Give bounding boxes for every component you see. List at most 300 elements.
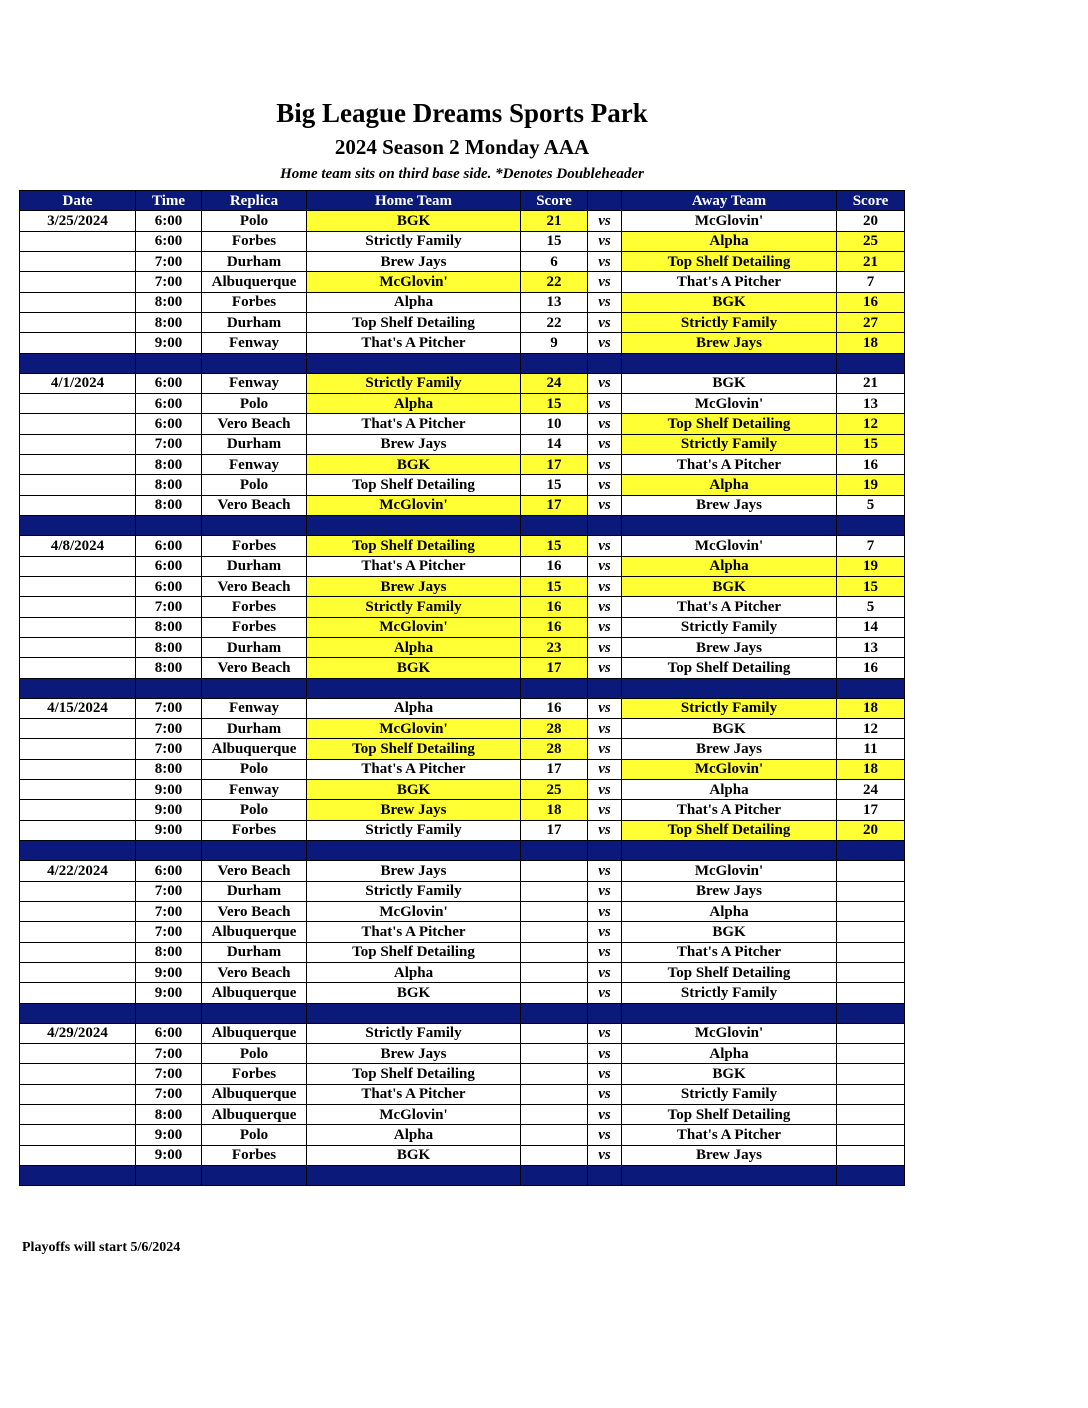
away-team: BGK: [622, 1064, 837, 1084]
page-title: Big League Dreams Sports Park: [276, 98, 648, 128]
vs-label: vs: [588, 901, 622, 921]
game-row: [20, 556, 905, 576]
game-date: [20, 434, 136, 454]
game-date: 4/8/2024: [20, 536, 136, 556]
game-replica: Durham: [202, 637, 307, 657]
home-score: 17: [521, 658, 588, 678]
home-team: That's A Pitcher: [307, 414, 521, 434]
separator-cell: [202, 1166, 307, 1186]
game-row: [20, 231, 905, 251]
game-row: [20, 536, 905, 556]
home-team: That's A Pitcher: [307, 333, 521, 353]
game-replica: Polo: [202, 211, 307, 231]
game-date: [20, 719, 136, 739]
separator-cell: [307, 516, 521, 536]
week-separator: [20, 678, 905, 698]
game-row: [20, 1125, 905, 1145]
away-team: Brew Jays: [622, 881, 837, 901]
game-time: 8:00: [136, 637, 202, 657]
playoffs-note: Playoffs will start 5/6/2024: [22, 1240, 181, 1255]
away-score: 18: [837, 333, 905, 353]
vs-label: vs: [588, 617, 622, 637]
home-score: [521, 881, 588, 901]
separator-cell: [521, 353, 588, 373]
home-team: BGK: [307, 1145, 521, 1165]
game-time: 8:00: [136, 1105, 202, 1125]
away-score: 17: [837, 800, 905, 820]
away-team: Strictly Family: [622, 617, 837, 637]
game-date: [20, 1044, 136, 1064]
separator-cell: [521, 678, 588, 698]
game-row: [20, 617, 905, 637]
home-team-note: Home team sits on third base side. *Denotes Doubleheader: [280, 166, 644, 182]
home-score: 15: [521, 576, 588, 596]
away-team: Brew Jays: [622, 333, 837, 353]
game-time: 8:00: [136, 942, 202, 962]
home-score: [521, 1125, 588, 1145]
game-time: 8:00: [136, 475, 202, 495]
away-team: BGK: [622, 719, 837, 739]
separator-cell: [136, 353, 202, 373]
game-row: [20, 780, 905, 800]
home-team: McGlovin': [307, 1105, 521, 1125]
game-time: 7:00: [136, 251, 202, 271]
home-score: 16: [521, 617, 588, 637]
separator-cell: [202, 353, 307, 373]
col-away-score: Score: [837, 191, 905, 211]
home-team: That's A Pitcher: [307, 1084, 521, 1104]
game-row: [20, 719, 905, 739]
vs-label: vs: [588, 698, 622, 718]
away-score: 25: [837, 231, 905, 251]
game-date: [20, 292, 136, 312]
col-away-team: Away Team: [622, 191, 837, 211]
away-team: McGlovin': [622, 759, 837, 779]
game-replica: Albuquerque: [202, 739, 307, 759]
home-score: 16: [521, 698, 588, 718]
game-row: [20, 922, 905, 942]
vs-label: vs: [588, 1044, 622, 1064]
game-replica: Forbes: [202, 292, 307, 312]
separator-cell: [588, 841, 622, 861]
game-row: [20, 1145, 905, 1165]
game-date: [20, 881, 136, 901]
separator-cell: [588, 353, 622, 373]
separator-cell: [136, 1003, 202, 1023]
vs-label: vs: [588, 1023, 622, 1043]
game-date: [20, 1125, 136, 1145]
separator-cell: [521, 841, 588, 861]
game-row: [20, 312, 905, 332]
vs-label: vs: [588, 658, 622, 678]
away-team: BGK: [622, 292, 837, 312]
home-team: Top Shelf Detailing: [307, 536, 521, 556]
vs-label: vs: [588, 759, 622, 779]
home-team: Top Shelf Detailing: [307, 739, 521, 759]
game-row: [20, 881, 905, 901]
home-score: [521, 1145, 588, 1165]
game-time: 9:00: [136, 962, 202, 982]
game-row: [20, 272, 905, 292]
home-team: Top Shelf Detailing: [307, 1064, 521, 1084]
separator-cell: [622, 516, 837, 536]
home-team: Strictly Family: [307, 820, 521, 840]
game-date: [20, 780, 136, 800]
away-score: 12: [837, 719, 905, 739]
away-team: Top Shelf Detailing: [622, 962, 837, 982]
separator-cell: [837, 841, 905, 861]
game-row: [20, 658, 905, 678]
separator-cell: [20, 678, 136, 698]
game-row: [20, 942, 905, 962]
away-score: [837, 881, 905, 901]
home-team: Top Shelf Detailing: [307, 475, 521, 495]
vs-label: vs: [588, 637, 622, 657]
home-score: [521, 901, 588, 921]
game-replica: Vero Beach: [202, 495, 307, 515]
game-row: [20, 211, 905, 231]
home-score: 17: [521, 820, 588, 840]
game-date: [20, 1064, 136, 1084]
game-time: 7:00: [136, 922, 202, 942]
game-row: [20, 455, 905, 475]
away-team: Top Shelf Detailing: [622, 251, 837, 271]
vs-label: vs: [588, 455, 622, 475]
away-team: Brew Jays: [622, 495, 837, 515]
game-replica: Vero Beach: [202, 576, 307, 596]
vs-label: vs: [588, 780, 622, 800]
separator-cell: [588, 1003, 622, 1023]
game-time: 6:00: [136, 211, 202, 231]
vs-label: vs: [588, 881, 622, 901]
home-score: 17: [521, 759, 588, 779]
vs-label: vs: [588, 231, 622, 251]
away-score: [837, 942, 905, 962]
home-score: 15: [521, 475, 588, 495]
away-score: [837, 1023, 905, 1043]
away-score: [837, 1084, 905, 1104]
vs-label: vs: [588, 1105, 622, 1125]
game-time: 6:00: [136, 556, 202, 576]
home-score: [521, 1023, 588, 1043]
separator-cell: [20, 841, 136, 861]
game-replica: Forbes: [202, 1064, 307, 1084]
game-time: 6:00: [136, 414, 202, 434]
game-date: [20, 1105, 136, 1125]
game-replica: Albuquerque: [202, 1105, 307, 1125]
game-row: [20, 475, 905, 495]
home-score: 28: [521, 739, 588, 759]
separator-cell: [202, 516, 307, 536]
game-replica: Durham: [202, 556, 307, 576]
game-date: [20, 800, 136, 820]
game-time: 9:00: [136, 1125, 202, 1145]
vs-label: vs: [588, 556, 622, 576]
away-team: McGlovin': [622, 861, 837, 881]
game-date: [20, 495, 136, 515]
vs-label: vs: [588, 333, 622, 353]
game-date: [20, 617, 136, 637]
game-replica: Fenway: [202, 780, 307, 800]
game-date: 4/15/2024: [20, 698, 136, 718]
col-home-score: Score: [521, 191, 588, 211]
home-score: 18: [521, 800, 588, 820]
game-time: 6:00: [136, 1023, 202, 1043]
home-team: Alpha: [307, 394, 521, 414]
away-team: That's A Pitcher: [622, 1125, 837, 1145]
game-date: [20, 272, 136, 292]
away-team: Brew Jays: [622, 1145, 837, 1165]
separator-cell: [136, 678, 202, 698]
home-score: [521, 1044, 588, 1064]
home-team: Strictly Family: [307, 597, 521, 617]
home-team: BGK: [307, 211, 521, 231]
away-team: Strictly Family: [622, 983, 837, 1003]
away-score: 15: [837, 576, 905, 596]
home-score: 17: [521, 495, 588, 515]
vs-label: vs: [588, 1125, 622, 1145]
home-score: 15: [521, 231, 588, 251]
game-date: [20, 820, 136, 840]
away-team: Top Shelf Detailing: [622, 820, 837, 840]
game-row: [20, 434, 905, 454]
game-row: [20, 962, 905, 982]
game-row: [20, 901, 905, 921]
game-replica: Vero Beach: [202, 962, 307, 982]
vs-label: vs: [588, 597, 622, 617]
game-replica: Albuquerque: [202, 983, 307, 1003]
home-team: Top Shelf Detailing: [307, 312, 521, 332]
home-team: Brew Jays: [307, 576, 521, 596]
game-time: 8:00: [136, 312, 202, 332]
game-replica: Polo: [202, 1044, 307, 1064]
game-replica: Albuquerque: [202, 1084, 307, 1104]
separator-cell: [588, 516, 622, 536]
game-time: 8:00: [136, 292, 202, 312]
home-team: Strictly Family: [307, 881, 521, 901]
home-team: McGlovin': [307, 901, 521, 921]
game-replica: Forbes: [202, 597, 307, 617]
game-time: 7:00: [136, 719, 202, 739]
game-time: 8:00: [136, 759, 202, 779]
game-time: 7:00: [136, 1064, 202, 1084]
away-score: [837, 1145, 905, 1165]
game-time: 6:00: [136, 373, 202, 393]
game-date: [20, 231, 136, 251]
away-team: Brew Jays: [622, 637, 837, 657]
separator-cell: [202, 678, 307, 698]
home-team: BGK: [307, 455, 521, 475]
home-team: Strictly Family: [307, 231, 521, 251]
game-row: [20, 333, 905, 353]
game-row: [20, 637, 905, 657]
game-time: 7:00: [136, 901, 202, 921]
home-score: 16: [521, 597, 588, 617]
separator-cell: [307, 841, 521, 861]
game-time: 9:00: [136, 1145, 202, 1165]
separator-cell: [837, 678, 905, 698]
away-team: Strictly Family: [622, 434, 837, 454]
home-team: Brew Jays: [307, 800, 521, 820]
away-team: McGlovin': [622, 211, 837, 231]
vs-label: vs: [588, 983, 622, 1003]
game-date: [20, 759, 136, 779]
home-team: BGK: [307, 780, 521, 800]
home-score: 28: [521, 719, 588, 739]
away-team: Strictly Family: [622, 312, 837, 332]
home-team: Brew Jays: [307, 861, 521, 881]
away-score: 16: [837, 292, 905, 312]
home-team: That's A Pitcher: [307, 922, 521, 942]
game-replica: Vero Beach: [202, 658, 307, 678]
vs-label: vs: [588, 373, 622, 393]
season-subtitle: 2024 Season 2 Monday AAA: [334, 135, 590, 159]
game-time: 6:00: [136, 576, 202, 596]
separator-cell: [588, 1166, 622, 1186]
game-date: [20, 983, 136, 1003]
game-replica: Polo: [202, 800, 307, 820]
home-team: McGlovin': [307, 272, 521, 292]
game-time: 9:00: [136, 800, 202, 820]
separator-cell: [202, 1003, 307, 1023]
game-date: [20, 901, 136, 921]
separator-cell: [622, 353, 837, 373]
separator-cell: [622, 678, 837, 698]
away-score: 21: [837, 373, 905, 393]
game-row: [20, 1084, 905, 1104]
home-score: 10: [521, 414, 588, 434]
home-team: McGlovin': [307, 719, 521, 739]
game-row: [20, 251, 905, 271]
game-replica: Forbes: [202, 1145, 307, 1165]
col-time: Time: [136, 191, 202, 211]
col-vs: [588, 191, 622, 211]
header-row: [20, 191, 905, 211]
vs-label: vs: [588, 414, 622, 434]
away-team: That's A Pitcher: [622, 800, 837, 820]
game-replica: Fenway: [202, 698, 307, 718]
game-time: 6:00: [136, 536, 202, 556]
week-separator: [20, 353, 905, 373]
col-replica: Replica: [202, 191, 307, 211]
home-team: McGlovin': [307, 495, 521, 515]
home-score: [521, 1084, 588, 1104]
game-replica: Durham: [202, 942, 307, 962]
vs-label: vs: [588, 739, 622, 759]
game-date: [20, 455, 136, 475]
home-score: 22: [521, 272, 588, 292]
separator-cell: [837, 353, 905, 373]
separator-cell: [307, 1003, 521, 1023]
game-time: 7:00: [136, 881, 202, 901]
away-score: 14: [837, 617, 905, 637]
vs-label: vs: [588, 394, 622, 414]
game-row: [20, 698, 905, 718]
game-replica: Durham: [202, 251, 307, 271]
game-row: [20, 394, 905, 414]
separator-cell: [202, 841, 307, 861]
game-row: [20, 1023, 905, 1043]
home-team: Alpha: [307, 292, 521, 312]
away-score: 19: [837, 475, 905, 495]
away-team: Alpha: [622, 901, 837, 921]
game-date: 4/29/2024: [20, 1023, 136, 1043]
away-team: McGlovin': [622, 1023, 837, 1043]
away-score: 20: [837, 211, 905, 231]
game-date: [20, 251, 136, 271]
game-date: [20, 962, 136, 982]
away-score: 5: [837, 495, 905, 515]
home-team: Alpha: [307, 1125, 521, 1145]
home-team: Brew Jays: [307, 1044, 521, 1064]
home-team: BGK: [307, 983, 521, 1003]
away-team: BGK: [622, 576, 837, 596]
separator-cell: [837, 1166, 905, 1186]
home-score: [521, 922, 588, 942]
game-time: 6:00: [136, 231, 202, 251]
away-score: 16: [837, 455, 905, 475]
vs-label: vs: [588, 475, 622, 495]
game-row: [20, 597, 905, 617]
away-team: Strictly Family: [622, 698, 837, 718]
home-score: 24: [521, 373, 588, 393]
game-date: [20, 658, 136, 678]
separator-cell: [521, 1166, 588, 1186]
game-date: 4/1/2024: [20, 373, 136, 393]
vs-label: vs: [588, 536, 622, 556]
game-replica: Forbes: [202, 231, 307, 251]
game-time: 7:00: [136, 1044, 202, 1064]
away-team: Alpha: [622, 1044, 837, 1064]
home-score: 22: [521, 312, 588, 332]
game-date: [20, 942, 136, 962]
away-team: Alpha: [622, 231, 837, 251]
game-time: 8:00: [136, 617, 202, 637]
home-score: 21: [521, 211, 588, 231]
away-team: Alpha: [622, 475, 837, 495]
col-home-team: Home Team: [307, 191, 521, 211]
away-score: 7: [837, 536, 905, 556]
separator-cell: [20, 516, 136, 536]
vs-label: vs: [588, 272, 622, 292]
away-score: [837, 983, 905, 1003]
game-date: [20, 1145, 136, 1165]
home-score: 25: [521, 780, 588, 800]
away-score: 12: [837, 414, 905, 434]
away-team: Top Shelf Detailing: [622, 414, 837, 434]
home-team: Top Shelf Detailing: [307, 942, 521, 962]
game-replica: Polo: [202, 394, 307, 414]
game-time: 7:00: [136, 597, 202, 617]
away-score: 18: [837, 759, 905, 779]
away-score: [837, 861, 905, 881]
away-score: 24: [837, 780, 905, 800]
away-team: BGK: [622, 922, 837, 942]
away-team: McGlovin': [622, 394, 837, 414]
separator-cell: [20, 1166, 136, 1186]
vs-label: vs: [588, 719, 622, 739]
separator-cell: [20, 353, 136, 373]
home-team: Strictly Family: [307, 1023, 521, 1043]
game-replica: Polo: [202, 759, 307, 779]
away-team: That's A Pitcher: [622, 597, 837, 617]
away-team: Top Shelf Detailing: [622, 658, 837, 678]
away-score: 20: [837, 820, 905, 840]
separator-cell: [307, 678, 521, 698]
separator-cell: [588, 678, 622, 698]
separator-cell: [136, 1166, 202, 1186]
week-separator: [20, 516, 905, 536]
